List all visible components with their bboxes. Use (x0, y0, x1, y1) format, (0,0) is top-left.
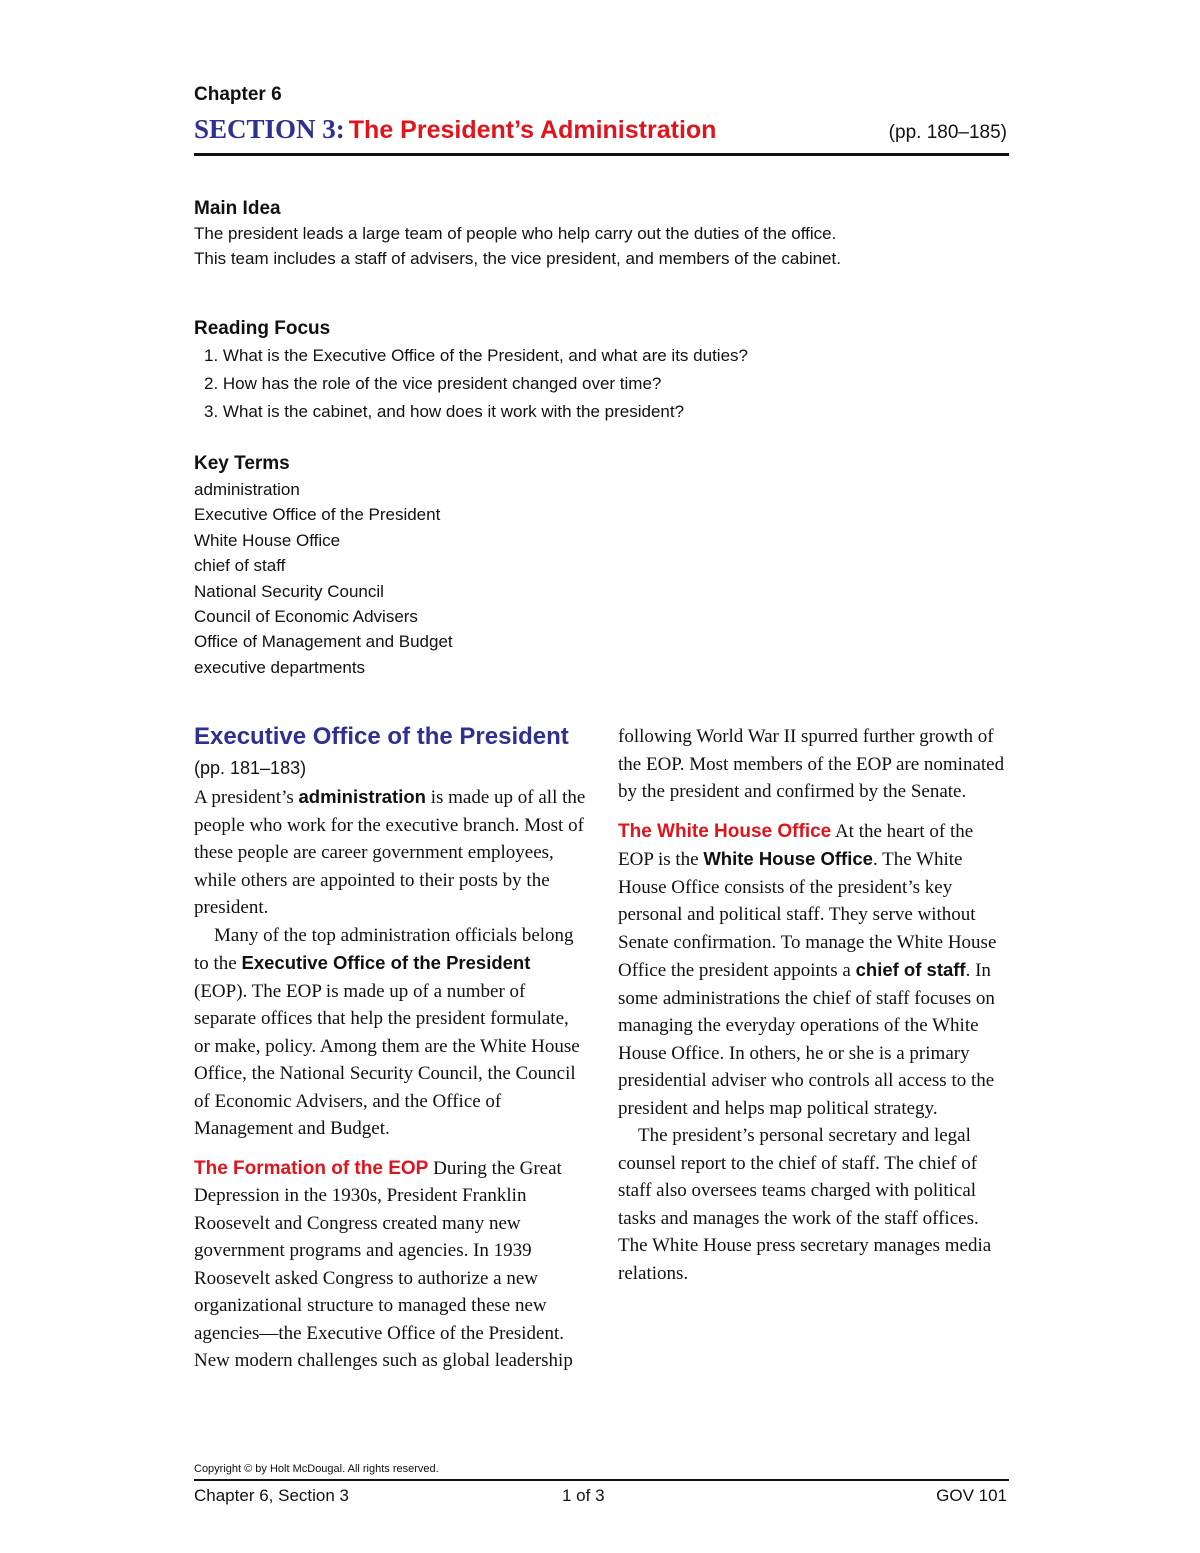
paragraph-text: . The White House Office consists of the president’s key personal and political staff. They serve without Senate confirmation. To manage the White House Office the president appoints a (618, 849, 997, 981)
reading-focus-item: 1. What is the Executive Office of the President, and what are its duties? (204, 346, 748, 365)
paragraph-text: At the heart of the EOP is the (618, 820, 974, 870)
paragraph-eop (194, 922, 586, 1143)
body-heading-text: Executive Office of the President (194, 723, 569, 750)
paragraph-administration (194, 783, 586, 922)
footer-course-code: GOV 101 (936, 1486, 1007, 1505)
body-heading-pages: (pp. 181–183) (194, 758, 307, 778)
key-term: Office of Management and Budget (194, 632, 453, 652)
body-column-right (618, 723, 1010, 1287)
key-term-chief-of-staff: chief of staff (855, 959, 966, 980)
key-term: executive departments (194, 657, 366, 677)
key-term: Council of Economic Advisers (194, 607, 418, 627)
reading-focus-heading: Reading Focus (194, 318, 331, 339)
key-term-eop: Executive Office of the President (241, 952, 531, 973)
paragraph-text: . In some administrations the chief of staff focuses on managing the everyday operations of the White House Office. In others, he or she is a primary presidential adviser who controls all access to the president and helps map political strategy. (618, 960, 995, 1119)
footer-page-number: 1 of 3 (562, 1486, 605, 1505)
key-term: White House Office (194, 530, 341, 550)
main-idea-heading: Main Idea (194, 198, 281, 219)
footer-section-label: Chapter 6, Section 3 (194, 1486, 349, 1505)
section-header (194, 114, 1009, 154)
paragraph-text: A president’s (194, 787, 299, 808)
section-title (194, 114, 716, 145)
key-term: Executive Office of the President (194, 505, 441, 525)
paragraph-white-house-office (618, 818, 1010, 1123)
reading-focus-item: 3. What is the cabinet, and how does it work with the president? (204, 402, 685, 421)
section-name: The President’s Administration (348, 116, 717, 144)
reading-focus-block (194, 316, 894, 426)
key-term-white-house-office: White House Office (703, 848, 873, 869)
reading-focus-list (194, 342, 894, 426)
subhead-formation-eop: The Formation of the EOP (194, 1157, 429, 1179)
key-term-administration: administration (298, 786, 426, 807)
key-term: National Security Council (194, 581, 384, 601)
body-column-left (194, 722, 586, 1375)
paragraph-staff: The president’s personal secretary and legal counsel report to the chief of staff. The chief of staff also oversees teams charged with political tasks and manages the work of the staff offices. The White House press secretary manages media relations. (618, 1125, 992, 1284)
main-idea-block (194, 196, 859, 271)
paragraph-text: is made up of all the people who work for the executive branch. Most of these people are career government employees, while others are appointed to their posts by the president. (194, 787, 586, 918)
paragraph-text: During the Great Depression in the 1930s, President Franklin Roosevelt and Congress created many new government programs and agencies. In 1939 Roosevelt asked Congress to authorize a new organizational structure to managed these new agencies—the Executive Office of the President. New modern challenges such as global leadership (194, 1157, 573, 1371)
footer-rule (194, 1479, 1009, 1481)
copyright-notice: Copyright © by Holt McDougal. All rights reserved. (194, 1463, 439, 1475)
chapter-label: Chapter 6 (194, 84, 282, 105)
header-rule (194, 153, 1009, 156)
paragraph-text: (EOP). The EOP is made up of a number of separate offices that help the president formulate, or make, policy. Among them are the White House Office, the National Security Council, the Council of Economic Advisers, and the Office of Management and Budget. (194, 980, 580, 1139)
paragraph-formation-eop (194, 1155, 586, 1375)
section-pages: (pp. 180–185) (888, 122, 1007, 143)
body-heading (194, 722, 586, 783)
paragraph-text: Many of the top administration officials belong to the (194, 924, 574, 974)
subhead-white-house-office: The White House Office (618, 820, 832, 842)
key-terms-heading: Key Terms (194, 453, 290, 474)
key-terms-block (194, 451, 694, 680)
key-term: administration (194, 480, 300, 499)
section-prefix: SECTION 3: (194, 114, 345, 144)
reading-focus-item: 2. How has the role of the vice president changed over time? (204, 374, 662, 393)
main-idea-text: The president leads a large team of people who help carry out the duties of the office. This team includes a staff of advisers, the vice president, and members of the cabinet. (194, 224, 841, 268)
paragraph-formation-eop-continued: following World War II spurred further growth of the EOP. Most members of the EOP are nominated by the president and confirmed by the Senate. (618, 726, 1005, 802)
key-term: chief of staff (194, 556, 286, 576)
